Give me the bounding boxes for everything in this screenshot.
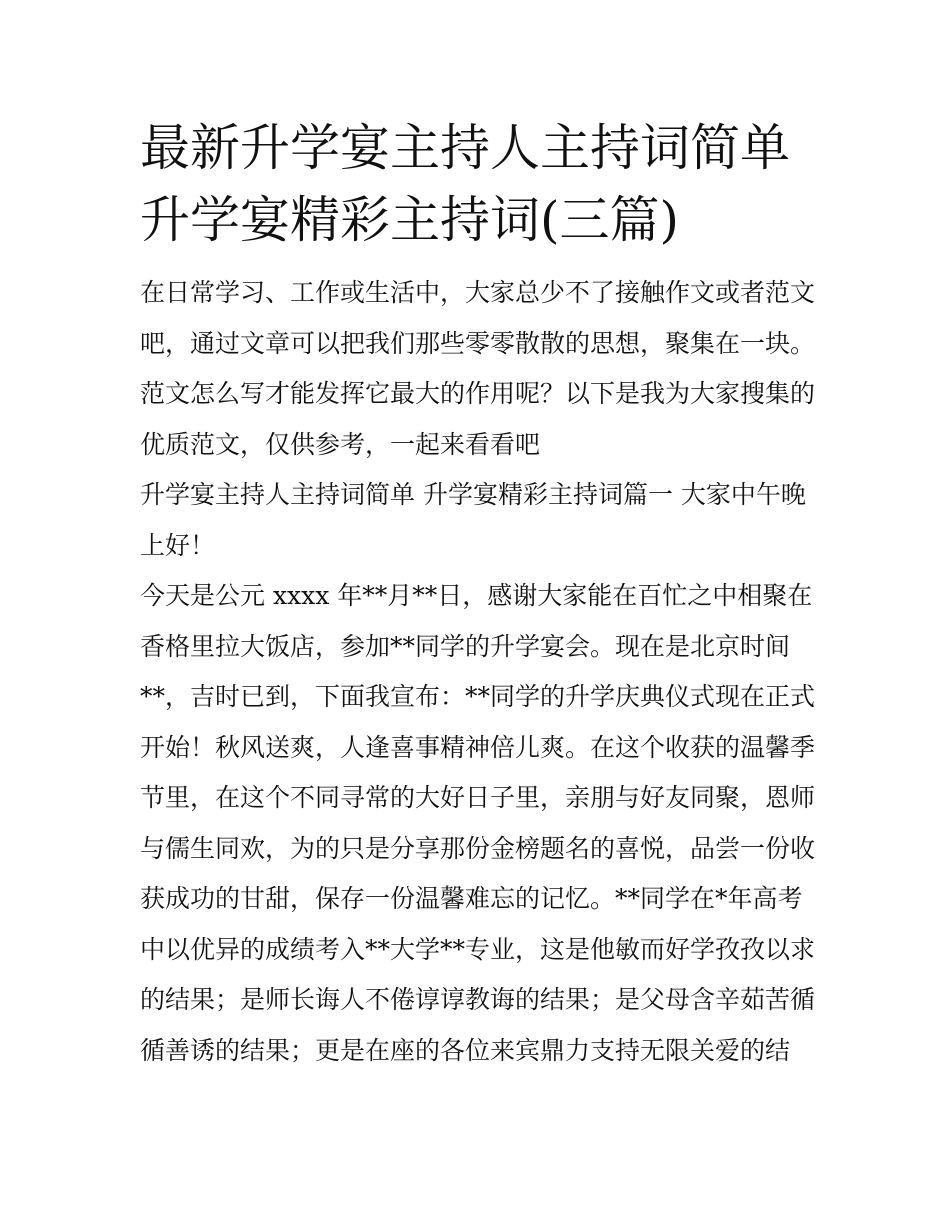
title-line: 最新升学宴主持人主持词简单 — [140, 119, 790, 177]
document-body — [140, 268, 816, 1076]
text-line: 与儒生同欢，为的只是分享那份金榜题名的喜悦，品尝一份收 — [140, 833, 816, 863]
text-line: 吧，通过文章可以把我们那些零零散散的思想，聚集在一块。 — [140, 328, 816, 358]
intro-paragraph — [140, 268, 816, 470]
text-line: 范文怎么写才能发挥它最大的作用呢？以下是我为大家搜集的 — [140, 379, 816, 408]
text-line: 节里，在这个不同寻常的大好日子里，亲朋与好友同聚，恩师 — [140, 783, 816, 812]
text-line: 升学宴主持人主持词简单 升学宴精彩主持词篇一 大家中午晚 — [140, 480, 806, 509]
text-line: 香格里拉大饭店，参加**同学的升学宴会。现在是北京时间 — [140, 631, 791, 661]
speech-paragraph — [140, 571, 816, 1076]
text-line: 循善诱的结果；更是在座的各位来宾鼎力支持无限关爱的结 — [140, 1035, 791, 1065]
text-line: 的结果；是师长诲人不倦谆谆教诲的结果；是父母含辛茹苦循 — [140, 985, 816, 1014]
text-line: 开始！秋风送爽，人逢喜事精神倍儿爽。在这个收获的温馨季 — [140, 732, 816, 762]
text-line: 获成功的甘甜，保存一份温馨难忘的记忆。**同学在*年高考 — [140, 884, 803, 913]
document-content — [140, 112, 816, 1076]
text-line: 中以优异的成绩考入**大学**专业，这是他敏而好学孜孜以求 — [140, 934, 816, 964]
text-line: 在日常学习、工作或生活中，大家总少不了接触作文或者范文 — [140, 278, 816, 307]
text-line: 上好！ — [140, 530, 216, 560]
text-line: 今天是公元 xxxx 年**月**日，感谢大家能在百忙之中相聚在 — [140, 581, 813, 610]
title-line: 升学宴精彩主持词(三篇) — [140, 191, 680, 249]
text-line: **，吉时已到，下面我宣布：**同学的升学庆典仪式现在正式 — [140, 682, 816, 711]
text-line: 优质范文，仅供参考，一起来看看吧 — [140, 429, 541, 459]
document-title — [140, 112, 812, 256]
section-heading-paragraph — [140, 470, 812, 571]
